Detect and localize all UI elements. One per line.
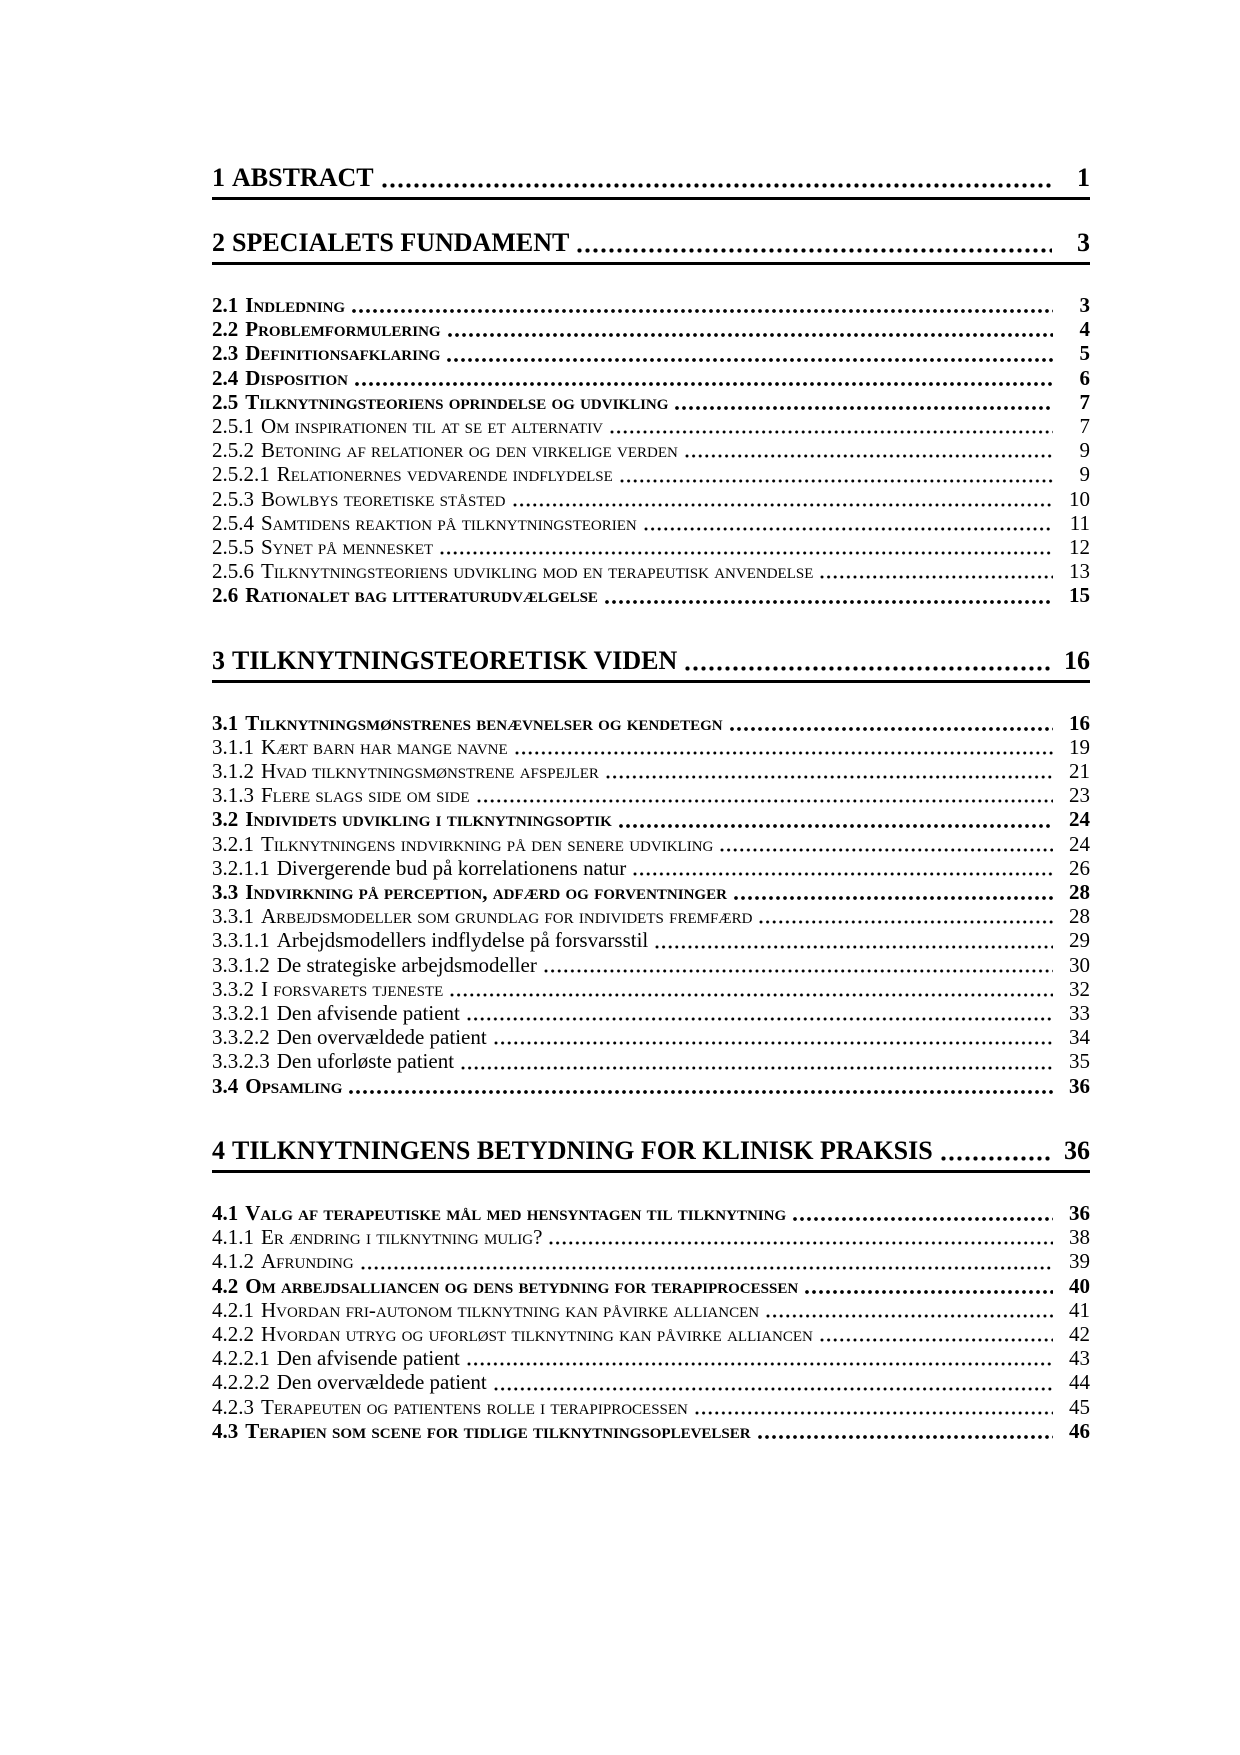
toc-entry-page: 38 bbox=[1069, 1225, 1090, 1250]
toc-entry-page: 16 bbox=[1064, 645, 1090, 675]
toc-entry-title: SPECIALETS FUNDAMENT bbox=[232, 228, 570, 257]
dot-leader bbox=[819, 1337, 1053, 1343]
toc-entry bbox=[212, 1025, 1090, 1049]
toc-entry bbox=[212, 904, 1090, 928]
toc-entry-number: 3.3.1 bbox=[212, 904, 254, 929]
toc-entry-title: Divergerende bud på korrelationens natur bbox=[276, 855, 627, 880]
toc-entry bbox=[212, 783, 1090, 807]
dot-leader bbox=[719, 847, 1053, 853]
dot-leader bbox=[792, 1216, 1053, 1222]
toc-entry-number: 3.3.2.3 bbox=[212, 1049, 270, 1074]
toc-entry-title: Arbejdsmodeller som grundlag for individets fremfærd bbox=[261, 904, 753, 929]
dot-leader bbox=[381, 182, 1052, 189]
toc-entry-title: Hvad tilknytningsmønstrene afspejler bbox=[261, 759, 599, 784]
toc-entry-number: 2.5.4 bbox=[212, 510, 254, 535]
dot-leader bbox=[447, 332, 1053, 338]
toc-entry-title: Terapien som scene for tidlige tilknytningsoplevelser bbox=[245, 1418, 751, 1443]
toc-entry-page: 40 bbox=[1069, 1273, 1090, 1298]
toc-entry-page: 43 bbox=[1069, 1346, 1090, 1371]
toc-entry-page: 34 bbox=[1069, 1025, 1090, 1050]
toc-entry-number: 2.1 bbox=[212, 293, 239, 317]
toc-entry-title: Synet på mennesket bbox=[261, 535, 434, 560]
toc-entry-number: 4.2 bbox=[212, 1273, 239, 1298]
toc-entry-number: 2.5.5 bbox=[212, 535, 254, 560]
toc-entry-page: 42 bbox=[1069, 1321, 1090, 1346]
toc-entry bbox=[212, 341, 1090, 365]
toc-entry bbox=[212, 462, 1090, 486]
dot-leader bbox=[439, 550, 1053, 556]
toc-entry-number: 2 bbox=[212, 228, 225, 257]
toc-entry-title: Den overvældede patient bbox=[276, 1025, 487, 1050]
dot-leader bbox=[512, 502, 1054, 508]
toc-entry bbox=[212, 1001, 1090, 1025]
toc-entry-title: Opsamling bbox=[245, 1073, 343, 1098]
toc-entry-title: ABSTRACT bbox=[232, 163, 374, 192]
toc-entry-title: I forsvarets tjeneste bbox=[261, 976, 444, 1001]
toc-entry-title: Samtidens reaktion på tilknytningsteorien bbox=[261, 510, 637, 535]
toc-entry-page: 12 bbox=[1069, 535, 1090, 560]
toc-entry-number: 3.3.2.2 bbox=[212, 1025, 270, 1050]
toc-entry-title: Rationalet bag litteraturudvælgelse bbox=[245, 583, 598, 608]
toc-entry-title: Er ændring i tilknytning mulig? bbox=[261, 1225, 543, 1250]
dot-leader bbox=[466, 1361, 1053, 1367]
dot-leader bbox=[493, 1386, 1053, 1392]
toc-entry bbox=[212, 1322, 1090, 1346]
toc-entry bbox=[212, 977, 1090, 1001]
toc-entry-number: 3.2.1.1 bbox=[212, 855, 270, 880]
toc-entry bbox=[212, 293, 1090, 317]
toc-entry-page: 11 bbox=[1069, 510, 1090, 535]
toc-entry bbox=[212, 487, 1090, 511]
toc-entry bbox=[212, 711, 1090, 735]
toc-entry-number: 3.1.3 bbox=[212, 783, 254, 808]
toc-heading bbox=[212, 646, 1090, 683]
toc-entry-page: 44 bbox=[1069, 1370, 1090, 1395]
toc-entry-number: 2.5.1 bbox=[212, 414, 254, 439]
dot-leader bbox=[354, 381, 1053, 387]
dot-leader bbox=[576, 247, 1052, 254]
toc-entry-title: Valg af terapeutiske mål med hensyntagen til tilknytning bbox=[245, 1200, 787, 1225]
toc-entry-page: 9 bbox=[1079, 462, 1090, 487]
toc-entry bbox=[212, 317, 1090, 341]
toc-entry-title: Om inspirationen til at se et alternativ bbox=[261, 414, 603, 439]
dot-leader bbox=[605, 774, 1053, 780]
toc-entry bbox=[212, 856, 1090, 880]
dot-leader bbox=[609, 429, 1053, 435]
toc-entry-page: 9 bbox=[1079, 438, 1090, 463]
toc-entry-title: Afrunding bbox=[261, 1249, 354, 1274]
toc-entry-title: Bowlbys teoretiske ståsted bbox=[261, 486, 506, 511]
toc-entry-title: Problemformulering bbox=[245, 317, 441, 342]
toc-entry-page: 36 bbox=[1064, 1135, 1090, 1165]
toc-entry-number: 2.5.2.1 bbox=[212, 462, 270, 487]
dot-leader bbox=[765, 1313, 1053, 1319]
dot-leader bbox=[819, 574, 1053, 580]
toc-entry-title: Den overvældede patient bbox=[276, 1370, 487, 1395]
toc-entry-page: 3 bbox=[1079, 293, 1090, 317]
dot-leader bbox=[758, 919, 1053, 925]
dot-leader bbox=[684, 665, 1052, 672]
toc-entry bbox=[212, 1370, 1090, 1394]
toc-entry-title: Tilknytningsmønstrenes benævnelser og kendetegn bbox=[245, 710, 723, 735]
toc-entry-title: Definitionsafklaring bbox=[245, 341, 441, 366]
toc-entry-page: 24 bbox=[1069, 831, 1090, 856]
toc-entry-page: 21 bbox=[1069, 759, 1090, 784]
toc-entry-page: 39 bbox=[1069, 1249, 1090, 1274]
toc-entry-title: Den afvisende patient bbox=[276, 1346, 460, 1371]
dot-leader bbox=[654, 944, 1053, 950]
dot-leader bbox=[514, 750, 1053, 756]
toc-entry-title: Disposition bbox=[245, 365, 348, 390]
dot-leader bbox=[694, 1410, 1053, 1416]
toc-entry bbox=[212, 759, 1090, 783]
toc-entry-number: 2.5.2 bbox=[212, 438, 254, 463]
toc-entry bbox=[212, 414, 1090, 438]
dot-leader bbox=[733, 895, 1053, 901]
toc-entry-page: 35 bbox=[1069, 1049, 1090, 1074]
toc-entry-page: 7 bbox=[1079, 389, 1090, 414]
toc-entry-number: 4.1.2 bbox=[212, 1249, 254, 1274]
toc-entry-number: 3.3 bbox=[212, 880, 239, 905]
toc-entry-page: 10 bbox=[1069, 486, 1090, 511]
toc-entry-number: 2.2 bbox=[212, 317, 239, 342]
toc-entry-page: 33 bbox=[1069, 1001, 1090, 1026]
dot-leader bbox=[940, 1155, 1052, 1162]
toc-entry-page: 32 bbox=[1069, 976, 1090, 1001]
toc-entry-number: 1 bbox=[212, 163, 225, 192]
toc-entry-page: 26 bbox=[1069, 855, 1090, 880]
toc-entry bbox=[212, 511, 1090, 535]
toc-entry bbox=[212, 832, 1090, 856]
dot-leader bbox=[360, 1265, 1053, 1271]
toc-entry bbox=[212, 1074, 1090, 1098]
toc-entry-number: 3.3.1.1 bbox=[212, 928, 270, 953]
toc-entry-page: 5 bbox=[1079, 341, 1090, 366]
toc-entry-number: 3.3.2 bbox=[212, 976, 254, 1001]
toc-entry bbox=[212, 807, 1090, 831]
toc-entry-number: 3.1 bbox=[212, 710, 239, 735]
toc-entry bbox=[212, 390, 1090, 414]
toc-entry-title: Arbejdsmodellers indflydelse på forsvarsstil bbox=[276, 928, 649, 953]
toc-entry-number: 4.2.2 bbox=[212, 1321, 254, 1346]
toc-entry-number: 4.2.2.1 bbox=[212, 1346, 270, 1371]
toc-entry-page: 15 bbox=[1069, 583, 1090, 608]
toc-entry-title: Tilknytningens indvirkning på den senere udvikling bbox=[261, 831, 714, 856]
toc-entry-page: 46 bbox=[1069, 1418, 1090, 1443]
dot-leader bbox=[548, 1240, 1053, 1246]
dot-leader bbox=[466, 1016, 1053, 1022]
dot-leader bbox=[348, 1089, 1053, 1095]
toc-entry bbox=[212, 535, 1090, 559]
toc-entry-title: De strategiske arbejdsmodeller bbox=[276, 952, 537, 977]
dot-leader bbox=[618, 823, 1053, 829]
toc-entry bbox=[212, 1274, 1090, 1298]
toc-entry bbox=[212, 438, 1090, 462]
toc-entry-number: 4.2.2.2 bbox=[212, 1370, 270, 1395]
toc-entry bbox=[212, 735, 1090, 759]
toc-entry bbox=[212, 1346, 1090, 1370]
toc-entry-number: 3 bbox=[212, 645, 225, 675]
toc-entry-number: 3.4 bbox=[212, 1073, 239, 1098]
dot-leader bbox=[449, 992, 1053, 998]
toc-entry-number: 3.1.2 bbox=[212, 759, 254, 784]
dot-leader bbox=[493, 1040, 1053, 1046]
toc-entry-title: TILKNYTNINGSTEORETISK VIDEN bbox=[232, 645, 678, 675]
dot-leader bbox=[604, 599, 1053, 605]
toc-entry-page: 28 bbox=[1069, 904, 1090, 929]
toc-entry-page: 24 bbox=[1069, 807, 1090, 832]
toc-entry-number: 4.2.3 bbox=[212, 1394, 254, 1419]
toc-entry-number: 4 bbox=[212, 1135, 225, 1165]
toc-entry bbox=[212, 880, 1090, 904]
toc-entry-number: 3.2 bbox=[212, 807, 239, 832]
toc-entry-number: 4.3 bbox=[212, 1418, 239, 1443]
toc-entry-title: Individets udvikling i tilknytningsoptik bbox=[245, 807, 612, 832]
dot-leader bbox=[643, 526, 1053, 532]
dot-leader bbox=[543, 968, 1053, 974]
toc-entry-number: 4.1 bbox=[212, 1200, 239, 1225]
toc-entry-title: Tilknytningsteoriens udvikling mod en terapeutisk anvendelse bbox=[261, 559, 814, 584]
dot-leader bbox=[446, 357, 1053, 363]
toc-entry-number: 3.2.1 bbox=[212, 831, 254, 856]
toc-entry-number: 3.1.1 bbox=[212, 734, 254, 759]
toc-entry-page: 23 bbox=[1069, 783, 1090, 808]
toc-entry-title: Relationernes vedvarende indflydelse bbox=[276, 462, 613, 487]
toc-entry bbox=[212, 928, 1090, 952]
toc-entry-page: 45 bbox=[1069, 1394, 1090, 1419]
toc-entry-page: 19 bbox=[1069, 734, 1090, 759]
toc-entry bbox=[212, 1249, 1090, 1273]
toc-entry-page: 6 bbox=[1079, 365, 1090, 390]
toc-entry bbox=[212, 1419, 1090, 1443]
toc-entry-title: Betoning af relationer og den virkelige verden bbox=[261, 438, 678, 463]
dot-leader bbox=[684, 453, 1053, 459]
toc-entry-page: 41 bbox=[1069, 1297, 1090, 1322]
dot-leader bbox=[757, 1434, 1053, 1440]
toc-entry-page: 36 bbox=[1069, 1200, 1090, 1225]
toc-entry bbox=[212, 1298, 1090, 1322]
toc-entry-number: 4.1.1 bbox=[212, 1225, 254, 1250]
toc-entry-number: 3.3.2.1 bbox=[212, 1001, 270, 1026]
toc-entry-page: 3 bbox=[1077, 228, 1090, 257]
table-of-contents bbox=[212, 163, 1090, 1443]
dot-leader bbox=[476, 798, 1053, 804]
toc-entry-title: Den uforløste patient bbox=[276, 1049, 455, 1074]
dot-leader bbox=[619, 478, 1053, 484]
toc-heading bbox=[212, 228, 1090, 265]
toc-entry-title: Hvordan utryg og uforløst tilknytning kan påvirke alliancen bbox=[261, 1321, 813, 1346]
toc-entry bbox=[212, 953, 1090, 977]
dot-leader bbox=[804, 1289, 1053, 1295]
toc-entry-title: Tilknytningsteoriens oprindelse og udvikling bbox=[245, 389, 669, 414]
toc-entry-number: 2.5.6 bbox=[212, 559, 254, 584]
toc-entry-title: Terapeuten og patientens rolle i terapiprocessen bbox=[261, 1394, 688, 1419]
toc-entry-title: Flere slags side om side bbox=[261, 783, 470, 808]
dot-leader bbox=[729, 726, 1053, 732]
toc-entry-page: 28 bbox=[1069, 880, 1090, 905]
toc-heading bbox=[212, 163, 1090, 200]
toc-entry-page: 13 bbox=[1069, 559, 1090, 584]
toc-entry-number: 2.3 bbox=[212, 341, 239, 366]
toc-entry bbox=[212, 1395, 1090, 1419]
toc-entry-page: 36 bbox=[1069, 1073, 1090, 1098]
dot-leader bbox=[460, 1065, 1053, 1071]
toc-entry-title: Indvirkning på perception, adfærd og forventninger bbox=[245, 880, 727, 905]
toc-entry-page: 1 bbox=[1077, 163, 1090, 192]
dot-leader bbox=[351, 308, 1053, 314]
toc-entry-number: 2.6 bbox=[212, 583, 239, 608]
toc-entry-number: 4.2.1 bbox=[212, 1297, 254, 1322]
toc-entry-title: TILKNYTNINGENS BETYDNING FOR KLINISK PRAKSIS bbox=[232, 1135, 933, 1165]
toc-entry-title: Den afvisende patient bbox=[276, 1001, 460, 1026]
toc-entry-page: 4 bbox=[1079, 317, 1090, 342]
toc-entry-page: 29 bbox=[1069, 928, 1090, 953]
toc-entry bbox=[212, 366, 1090, 390]
toc-entry-page: 7 bbox=[1079, 414, 1090, 439]
toc-entry-number: 3.3.1.2 bbox=[212, 952, 270, 977]
toc-entry-title: Om arbejdsalliancen og dens betydning for terapiprocessen bbox=[245, 1273, 799, 1298]
toc-entry bbox=[212, 1049, 1090, 1073]
dot-leader bbox=[674, 405, 1053, 411]
toc-entry-number: 2.4 bbox=[212, 365, 239, 390]
toc-entry-number: 2.5 bbox=[212, 389, 239, 414]
toc-entry-number: 2.5.3 bbox=[212, 486, 254, 511]
toc-entry-page: 16 bbox=[1069, 710, 1090, 735]
toc-entry bbox=[212, 1201, 1090, 1225]
toc-entry-title: Indledning bbox=[245, 293, 346, 317]
toc-entry bbox=[212, 1225, 1090, 1249]
toc-heading bbox=[212, 1136, 1090, 1173]
toc-entry bbox=[212, 583, 1090, 607]
toc-entry-title: Hvordan fri-autonom tilknytning kan påvirke alliancen bbox=[261, 1297, 760, 1322]
toc-entry bbox=[212, 559, 1090, 583]
toc-entry-title: Kært barn har mange navne bbox=[261, 734, 508, 759]
dot-leader bbox=[632, 871, 1053, 877]
toc-entry-page: 30 bbox=[1069, 952, 1090, 977]
